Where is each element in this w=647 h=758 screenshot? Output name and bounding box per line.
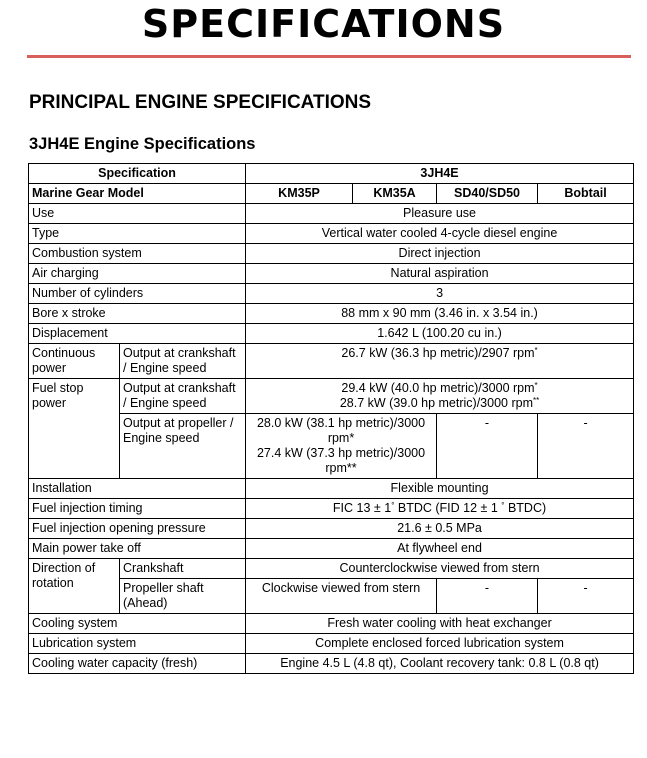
row-label: Cooling system [29, 614, 246, 634]
row-value: At flywheel end [246, 539, 634, 559]
table-row [29, 304, 634, 324]
row-value: Engine 4.5 L (4.8 qt), Coolant recovery tank: 0.8 L (0.8 qt) [246, 654, 634, 674]
table-row [29, 324, 634, 344]
table-row [29, 344, 634, 379]
table-row [29, 634, 634, 654]
value-text: BTDC (FID 12 ± 1 [394, 501, 502, 515]
row-label: Type [29, 224, 246, 244]
row-sublabel: Propeller shaft (Ahead) [120, 579, 246, 614]
row-value: 1.642 L (100.20 cu in.) [246, 324, 634, 344]
row-sublabel: Output at propeller / Engine speed [120, 414, 246, 479]
value-text: 28.7 kW (39.0 hp metric)/3000 rpm [339, 396, 533, 410]
page-title: SPECIFICATIONS [141, 2, 506, 46]
row-value-dash: - [437, 579, 538, 614]
row-value [246, 344, 634, 379]
value-text: FIC 13 ± 1 [332, 501, 392, 515]
header-spec: Specification [29, 164, 246, 184]
row-label: Air charging [29, 264, 246, 284]
value-text: 27.4 kW (37.3 hp metric)/3000 rpm** [256, 446, 426, 475]
footnote-mark: ** [532, 396, 540, 405]
row-value: 88 mm x 90 mm (3.46 in. x 3.54 in.) [246, 304, 634, 324]
gear-model-bobtail: Bobtail [538, 184, 634, 204]
degree-mark: ° [501, 501, 505, 510]
table-row [29, 164, 634, 184]
row-label: Combustion system [29, 244, 246, 264]
table-row [29, 224, 634, 244]
row-value: Direct injection [246, 244, 634, 264]
row-sublabel: Output at crankshaft / Engine speed [120, 379, 246, 414]
row-sublabel: Output at crankshaft / Engine speed [120, 344, 246, 379]
row-value: Counterclockwise viewed from stern [246, 559, 634, 579]
footnote-mark: * [534, 381, 538, 390]
value-text: 26.7 kW (36.3 hp metric)/2907 rpm [341, 346, 535, 360]
row-value: 21.6 ± 0.5 MPa [246, 519, 634, 539]
table-row [29, 379, 634, 414]
gear-model-sd40: SD40/SD50 [437, 184, 538, 204]
gear-label: Marine Gear Model [29, 184, 246, 204]
row-sublabel: Crankshaft [120, 559, 246, 579]
table-row [29, 559, 634, 579]
row-label: Fuel injection timing [29, 499, 246, 519]
table-row [29, 499, 634, 519]
row-value-dash: - [538, 579, 634, 614]
table-row [29, 244, 634, 264]
value-text: BTDC) [504, 501, 547, 515]
gear-model-km35a: KM35A [353, 184, 437, 204]
row-value [246, 499, 634, 519]
row-label: Installation [29, 479, 246, 499]
row-label: Lubrication system [29, 634, 246, 654]
table-row [29, 539, 634, 559]
row-value: Vertical water cooled 4-cycle diesel engine [246, 224, 634, 244]
row-label: Number of cylinders [29, 284, 246, 304]
table-row [29, 614, 634, 634]
row-value: Flexible mounting [246, 479, 634, 499]
header-engine: 3JH4E [246, 164, 634, 184]
row-value-dash: - [437, 414, 538, 479]
section-heading: PRINCIPAL ENGINE SPECIFICATIONS [29, 92, 372, 113]
row-label: Fuel injection opening pressure [29, 519, 246, 539]
row-value: Natural aspiration [246, 264, 634, 284]
spec-table [28, 163, 634, 674]
table-row [29, 204, 634, 224]
row-value-dash: - [538, 414, 634, 479]
row-value: 3 [246, 284, 634, 304]
row-label: Direction of rotation [29, 559, 120, 614]
table-row [29, 284, 634, 304]
table-row [29, 264, 634, 284]
row-label: Bore x stroke [29, 304, 246, 324]
row-value [246, 414, 437, 479]
value-text: 28.0 kW (38.1 hp metric)/3000 rpm* [256, 416, 426, 445]
row-value [246, 379, 634, 414]
table-row [29, 479, 634, 499]
row-label: Cooling water capacity (fresh) [29, 654, 246, 674]
row-label: Continuous power [29, 344, 120, 379]
row-label: Displacement [29, 324, 246, 344]
degree-mark: ° [391, 501, 395, 510]
row-label: Use [29, 204, 246, 224]
title-rule [27, 55, 631, 58]
table-row [29, 579, 634, 614]
value-text: 29.4 kW (40.0 hp metric)/3000 rpm [341, 381, 535, 395]
row-value: Complete enclosed forced lubrication system [246, 634, 634, 654]
row-value: Clockwise viewed from stern [246, 579, 437, 614]
footnote-mark: * [534, 346, 538, 355]
row-label: Fuel stop power [29, 379, 120, 479]
table-row [29, 414, 634, 479]
row-value: Fresh water cooling with heat exchanger [246, 614, 634, 634]
subsection-heading: 3JH4E Engine Specifications [29, 135, 256, 153]
row-value: Pleasure use [246, 204, 634, 224]
gear-model-km35p: KM35P [246, 184, 353, 204]
table-row [29, 519, 634, 539]
table-row [29, 654, 634, 674]
table-row [29, 184, 634, 204]
row-label: Main power take off [29, 539, 246, 559]
